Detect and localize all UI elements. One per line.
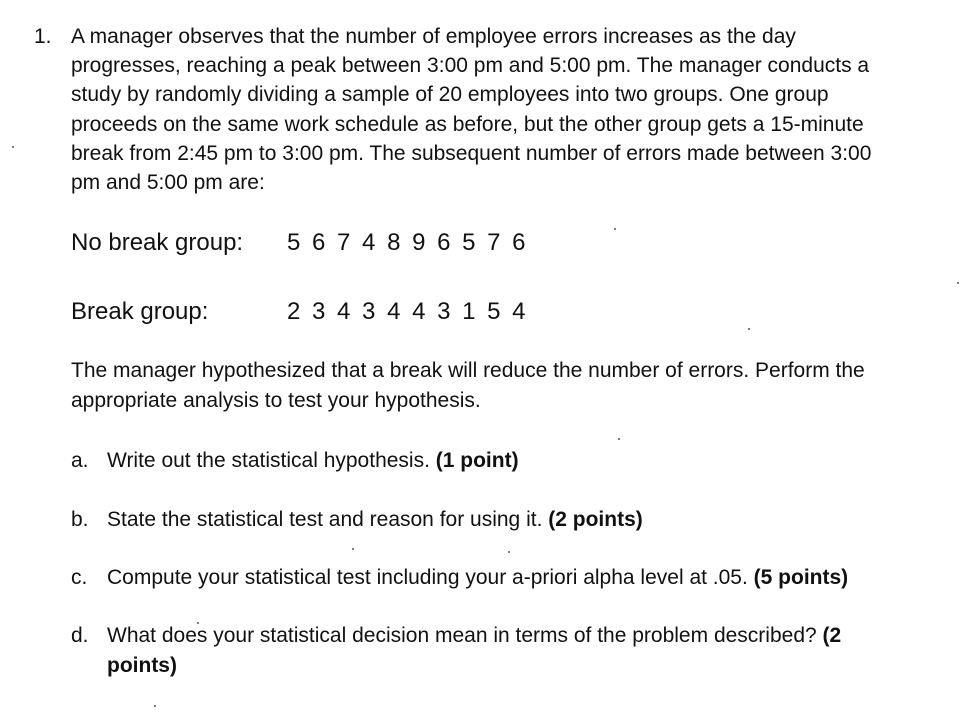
scan-speck bbox=[154, 705, 156, 707]
part-d-letter: d. bbox=[71, 624, 89, 647]
question-intro bbox=[71, 22, 941, 197]
scan-speck bbox=[508, 551, 510, 553]
part-d-points-start: (2 bbox=[822, 624, 842, 647]
intro-line: break from 2:45 pm to 3:00 pm. The subsequent number of errors made between 3:00 bbox=[71, 141, 872, 165]
part-a-letter: a. bbox=[71, 449, 89, 472]
scan-speck bbox=[352, 548, 354, 550]
part-d-body bbox=[107, 621, 937, 680]
part-d bbox=[71, 621, 941, 681]
scan-speck bbox=[614, 228, 616, 230]
part-c-letter: c. bbox=[71, 566, 88, 589]
part-b bbox=[71, 505, 941, 535]
break-group-row bbox=[71, 297, 671, 329]
break-group-values: 2 3 4 3 4 4 3 1 5 4 bbox=[287, 298, 526, 325]
hypothesis-line: appropriate analysis to test your hypothesis. bbox=[71, 388, 481, 412]
part-c bbox=[71, 563, 941, 593]
part-b-body bbox=[107, 505, 937, 535]
intro-line: A manager observes that the number of employee errors increases as the day bbox=[71, 25, 796, 48]
part-a-text: Write out the statistical hypothesis. bbox=[107, 449, 436, 472]
break-group-label: Break group: bbox=[71, 298, 209, 325]
scan-speck bbox=[618, 438, 620, 440]
part-c-line bbox=[107, 563, 937, 593]
part-a-body bbox=[107, 446, 937, 476]
part-b-letter: b. bbox=[71, 508, 89, 531]
part-b-points: (2 points) bbox=[548, 508, 643, 531]
part-a bbox=[71, 446, 941, 476]
intro-line: pm and 5:00 pm are: bbox=[71, 171, 265, 195]
part-a-line bbox=[107, 446, 937, 476]
question-number: 1. bbox=[34, 25, 52, 48]
intro-line: progresses, reaching a peak between 3:00 pm and 5:00 pm. The manager conducts a bbox=[71, 54, 870, 78]
no-break-group-values: 5 6 7 4 8 9 6 5 7 6 bbox=[287, 229, 526, 256]
hypothesis-statement bbox=[71, 356, 941, 415]
part-d-line bbox=[107, 621, 937, 651]
part-c-body bbox=[107, 563, 937, 593]
part-d-points-end: points) bbox=[107, 653, 177, 677]
hypothesis-line: The manager hypothesized that a break will reduce the number of errors. Perform the bbox=[71, 359, 865, 382]
scan-speck bbox=[957, 282, 959, 284]
part-b-text: State the statistical test and reason for using it. bbox=[107, 508, 549, 531]
part-c-points: (5 points) bbox=[753, 566, 849, 589]
part-b-line bbox=[107, 505, 937, 535]
intro-line: study by randomly dividing a sample of 20 employees into two groups. One group bbox=[71, 83, 829, 107]
scan-speck bbox=[12, 146, 14, 148]
part-a-points: (1 point) bbox=[435, 449, 519, 472]
no-break-group-label: No break group: bbox=[71, 229, 244, 256]
part-c-text: Compute your statistical test including your a-priori alpha level at .05. bbox=[107, 566, 754, 589]
part-d-text: What does your statistical decision mean in terms of the problem described? bbox=[107, 624, 823, 647]
no-break-group-row bbox=[71, 228, 671, 260]
scan-speck bbox=[748, 328, 750, 330]
intro-line: proceeds on the same work schedule as before, but the other group gets a 15-minute bbox=[71, 112, 864, 136]
scan-speck bbox=[197, 622, 199, 624]
